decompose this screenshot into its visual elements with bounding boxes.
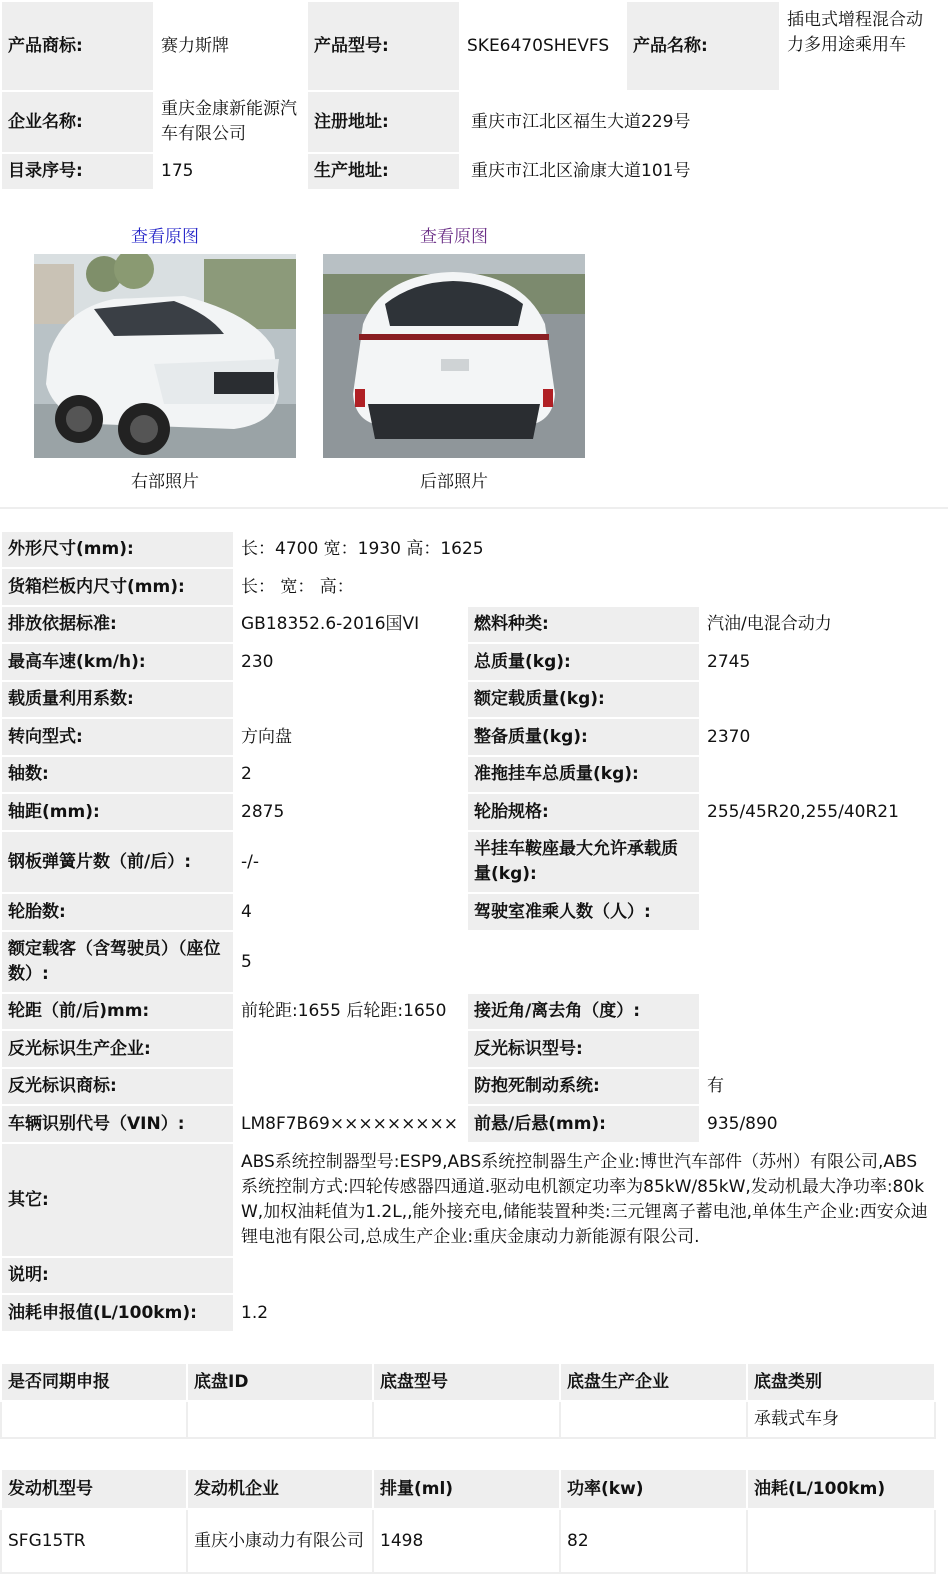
photo-rear — [323, 224, 585, 494]
total-mass-value: 2745 — [700, 643, 935, 681]
engine-header: 排量(ml) — [373, 1469, 560, 1509]
photo-right — [34, 224, 296, 494]
engine-cell: 82 — [560, 1509, 747, 1573]
note-label: 说明: — [1, 1257, 234, 1294]
product-name-label: 产品名称: — [626, 1, 780, 91]
total-mass-label: 总质量(kg): — [467, 643, 700, 681]
axles-label: 轴数: — [1, 756, 234, 793]
speed-value: 230 — [234, 643, 467, 681]
axles-value: 2 — [234, 756, 467, 793]
cab-label: 驾驶室准乘人数（人）: — [467, 893, 700, 931]
prod-address-label: 生产地址: — [307, 153, 460, 190]
reflector-model-value — [700, 1030, 935, 1068]
chassis-cell — [560, 1401, 747, 1438]
chassis-table — [0, 1362, 936, 1439]
model-label: 产品型号: — [307, 1, 460, 91]
reflector-company-label: 反光标识生产企业: — [1, 1030, 234, 1068]
overhang-label: 前悬/后悬(mm): — [467, 1105, 700, 1143]
tires-value: 4 — [234, 893, 467, 931]
note-value — [234, 1257, 935, 1294]
wheelbase-value: 2875 — [234, 793, 467, 831]
cargo-label: 货箱栏板内尺寸(mm): — [1, 568, 234, 606]
view-original-link-rear[interactable]: 查看原图 — [420, 227, 488, 247]
saddle-label: 半挂车鞍座最大允许承载质量(kg): — [467, 831, 700, 893]
dims-value: 长：4700 宽：1930 高：1625 — [234, 531, 935, 568]
spec-table — [0, 530, 936, 1333]
photo-section — [0, 189, 948, 509]
product-name-value: 插电式增程混合动力多用途乘用车 — [780, 1, 935, 91]
track-label: 轮距（前/后)mm: — [1, 993, 234, 1030]
wheelbase-label: 轴距(mm): — [1, 793, 234, 831]
vin-value: LM8F7B69××××××××× — [234, 1105, 467, 1143]
emission-value: GB18352.6-2016国VI — [234, 606, 467, 643]
load-util-label: 载质量利用系数: — [1, 681, 234, 718]
tire-spec-label: 轮胎规格: — [467, 793, 700, 831]
steering-value: 方向盘 — [234, 718, 467, 756]
rear-car-photo[interactable] — [323, 254, 585, 458]
seats-label: 额定载客（含驾驶员）（座位数）: — [1, 931, 234, 993]
other-value: ABS系统控制器型号:ESP9,ABS系统控制器生产企业:博世汽车部件（苏州）有限公司,ABS系统控制方式:四轮传感器四通道.驱动电机额定功率为85kW/85kW,发动机最大净功率:80kW,加权油耗值为1.2L,,能外接充电,储能装置种类:三元锂离子蓄电池,单体生产企业:西安众迪锂电池有限公司,总成生产企业:重庆金康动力新能源有限公司. — [234, 1143, 935, 1257]
engine-header: 发动机型号 — [1, 1469, 187, 1509]
prod-address-value: 重庆市江北区渝康大道101号 — [460, 153, 935, 190]
chassis-header: 是否同期申报 — [1, 1363, 187, 1401]
load-util-value — [234, 681, 467, 718]
tires-label: 轮胎数: — [1, 893, 234, 931]
trailer-value — [700, 756, 935, 793]
tire-spec-value: 255/45R20,255/40R21 — [700, 793, 935, 831]
emission-label: 排放依据标准: — [1, 606, 234, 643]
chassis-header: 底盘类别 — [747, 1363, 935, 1401]
chassis-header: 底盘型号 — [373, 1363, 560, 1401]
reg-address-value: 重庆市江北区福生大道229号 — [460, 91, 935, 153]
fuel-value: 汽油/电混合动力 — [700, 606, 935, 643]
speed-label: 最高车速(km/h): — [1, 643, 234, 681]
reflector-mark-label: 反光标识商标: — [1, 1068, 234, 1105]
company-value: 重庆金康新能源汽车有限公司 — [154, 91, 307, 153]
chassis-cell — [373, 1401, 560, 1438]
engine-cell: 1498 — [373, 1509, 560, 1573]
spring-label: 钢板弹簧片数（前/后）: — [1, 831, 234, 893]
track-value: 前轮距:1655 后轮距:1650 — [234, 993, 467, 1030]
engine-header: 发动机企业 — [187, 1469, 373, 1509]
cargo-value: 长： 宽： 高： — [234, 568, 935, 606]
fuel-label: 燃料种类: — [467, 606, 700, 643]
brand-value: 赛力斯牌 — [154, 1, 307, 91]
photo-caption-rear: 后部照片 — [420, 472, 488, 492]
abs-value: 有 — [700, 1068, 935, 1105]
model-value: SKE6470SHEVFS — [460, 1, 626, 91]
right-side-car-photo[interactable] — [34, 254, 296, 458]
chassis-header: 底盘生产企业 — [560, 1363, 747, 1401]
curb-mass-value: 2370 — [700, 718, 935, 756]
reg-address-label: 注册地址: — [307, 91, 460, 153]
view-original-link-right[interactable]: 查看原图 — [131, 227, 199, 247]
seats-value: 5 — [234, 931, 467, 993]
engine-header: 油耗(L/100km) — [747, 1469, 935, 1509]
steering-label: 转向型式: — [1, 718, 234, 756]
chassis-cell — [187, 1401, 373, 1438]
company-label: 企业名称: — [1, 91, 154, 153]
curb-mass-label: 整备质量(kg): — [467, 718, 700, 756]
rated-load-label: 额定载质量(kg): — [467, 681, 700, 718]
dims-label: 外形尺寸(mm): — [1, 531, 234, 568]
chassis-cell — [1, 1401, 187, 1438]
abs-label: 防抱死制动系统: — [467, 1068, 700, 1105]
engine-table — [0, 1468, 936, 1574]
engine-cell — [747, 1509, 935, 1573]
angle-label: 接近角/离去角（度）: — [467, 993, 700, 1030]
cab-value — [700, 893, 935, 931]
catalog-value: 175 — [154, 153, 307, 190]
catalog-label: 目录序号: — [1, 153, 154, 190]
vin-label: 车辆识别代号（VIN）: — [1, 1105, 234, 1143]
chassis-header: 底盘ID — [187, 1363, 373, 1401]
rated-load-value — [700, 681, 935, 718]
reflector-company-value — [234, 1030, 467, 1068]
engine-cell: SFG15TR — [1, 1509, 187, 1573]
engine-header: 功率(kw) — [560, 1469, 747, 1509]
chassis-cell: 承载式车身 — [747, 1401, 935, 1438]
spring-value: -/- — [234, 831, 467, 893]
consumption-value: 1.2 — [234, 1294, 935, 1332]
saddle-value — [700, 831, 935, 893]
overhang-value: 935/890 — [700, 1105, 935, 1143]
other-label: 其它: — [1, 1143, 234, 1257]
photo-caption-right: 右部照片 — [131, 472, 199, 492]
trailer-label: 准拖挂车总质量(kg): — [467, 756, 700, 793]
angle-value — [700, 993, 935, 1030]
product-header-table — [0, 0, 936, 191]
reflector-model-label: 反光标识型号: — [467, 1030, 700, 1068]
brand-label: 产品商标: — [1, 1, 154, 91]
engine-cell: 重庆小康动力有限公司 — [187, 1509, 373, 1573]
consumption-label: 油耗申报值(L/100km): — [1, 1294, 234, 1332]
reflector-mark-value — [234, 1068, 467, 1105]
